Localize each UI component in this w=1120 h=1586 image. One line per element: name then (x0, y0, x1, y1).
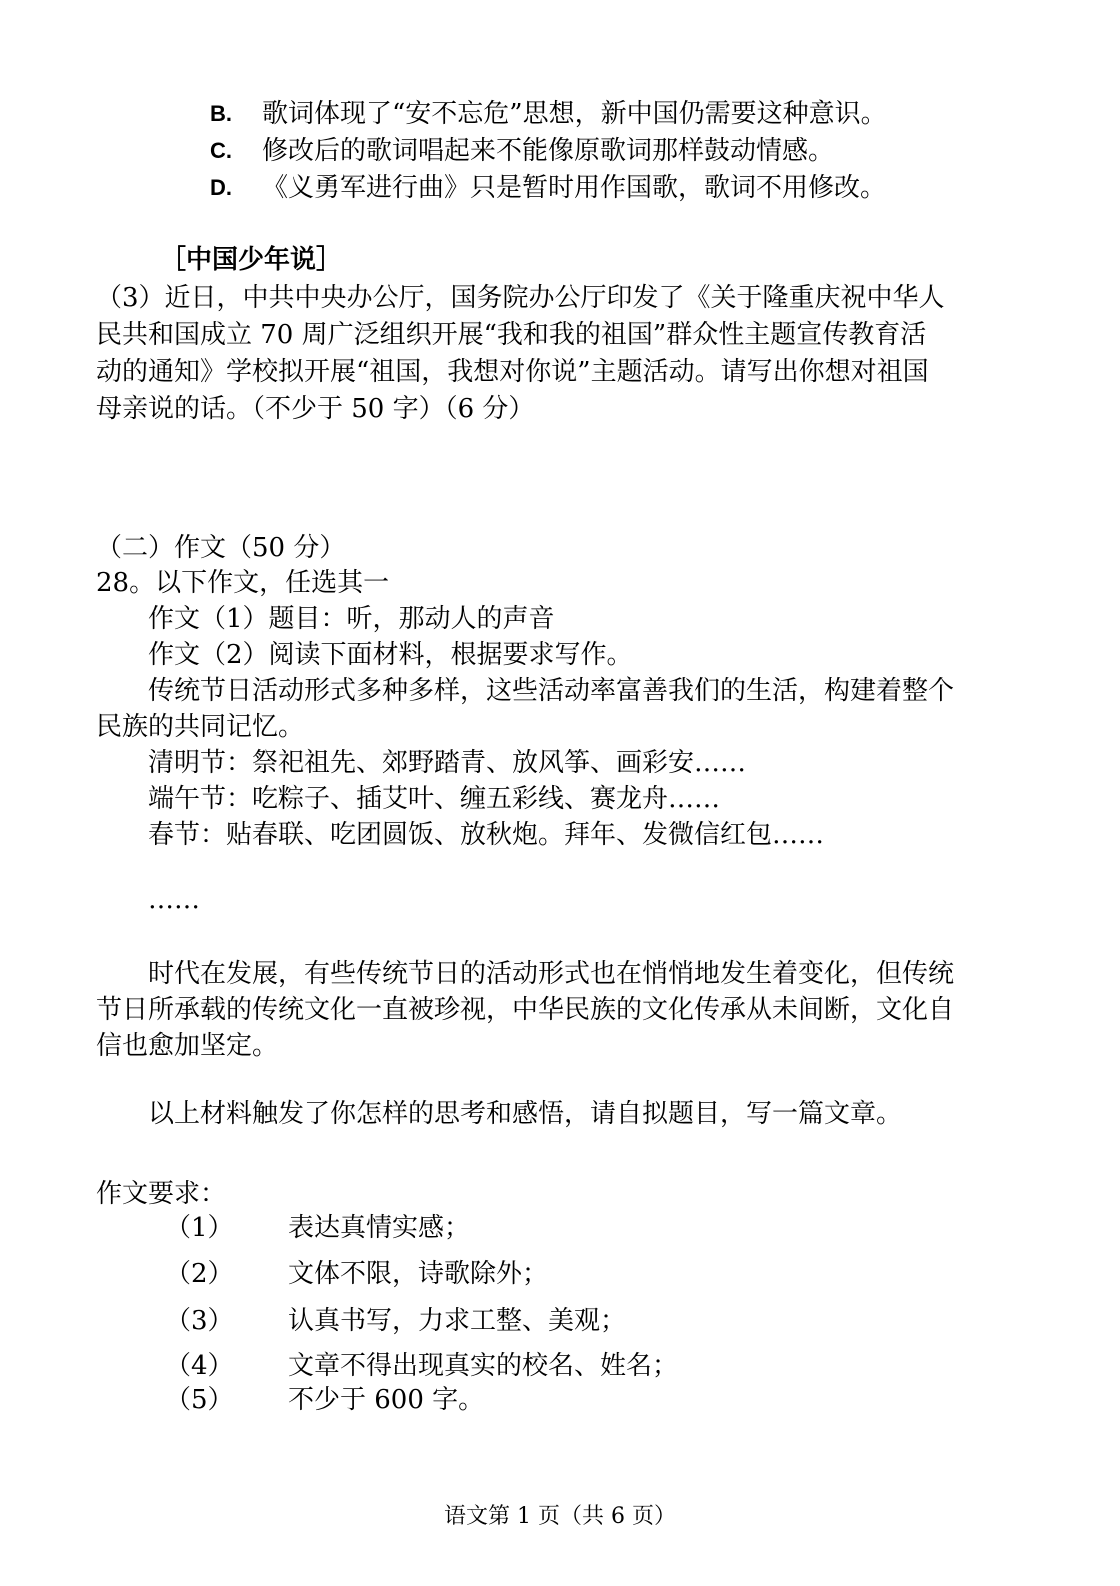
option-letter: B. (210, 101, 232, 126)
question3-line: 母亲说的话。（不少于 50 字）（6 分） (96, 394, 535, 424)
section-heading: ［中国少年说］ (160, 245, 343, 275)
requirement-number: （4） (165, 1351, 234, 1381)
option-text: 歌词体现了“安不忘危”思想，新中国仍需要这种意识。 (262, 99, 887, 129)
composition-part-heading: （二）作文（50 分） (96, 533, 346, 563)
option-text: 修改后的歌词唱起来不能像原歌词那样鼓动情感。 (262, 136, 835, 166)
ellipsis: …… (148, 885, 200, 915)
question-28-line: 28。以下作文，任选其一 (96, 568, 390, 598)
option-text: 《义勇军进行曲》只是暂时用作国歌，歌词不用修改。 (262, 173, 887, 203)
festival-duanwu: 端午节：吃粽子、插艾叶、缠五彩线、赛龙舟…… (148, 784, 721, 814)
question3-line: 民共和国成立 70 周广泛组织开展“我和我的祖国”群众性主题宣传教育活 (96, 320, 927, 350)
requirement-text: 文体不限，诗歌除外； (288, 1259, 549, 1289)
requirement-number: （2） (165, 1259, 234, 1289)
requirement-text: 文章不得出现真实的校名、姓名； (288, 1351, 679, 1381)
material-intro-line: 传统节日活动形式多种多样，这些活动率富善我们的生活，构建着整个 (148, 676, 955, 706)
option-letter: D. (210, 175, 232, 200)
festival-qingming: 清明节：祭祀祖先、郊野踏青、放风筝、画彩安…… (148, 748, 747, 778)
requirements-heading: 作文要求： (96, 1179, 227, 1209)
requirement-number: （3） (165, 1306, 234, 1336)
option-letter: C. (210, 138, 232, 163)
composition-option-1: 作文（1）题目：听，那动人的声音 (148, 604, 555, 634)
requirement-number: （5） (165, 1385, 234, 1415)
requirement-text: 不少于 600 字。 (288, 1385, 485, 1415)
material-conclusion-line: 节日所承载的传统文化一直被珍视，中华民族的文化传承从未间断，文化自 (96, 995, 955, 1025)
material-intro-line: 民族的共同记忆。 (96, 712, 305, 742)
question3-line: 动的通知》学校拟开展“祖国，我想对你说”主题活动。请写出你想对祖国 (96, 357, 929, 387)
requirement-text: 认真书写，力求工整、美观； (288, 1306, 627, 1336)
material-conclusion-line: 信也愈加坚定。 (96, 1031, 279, 1061)
question3-line: （3）近日，中共中央办公厅，国务院办公厅印发了《关于隆重庆祝中华人 (96, 283, 945, 313)
requirement-number: （1） (165, 1213, 234, 1243)
page-footer: 语文第 1 页（共 6 页） (444, 1504, 676, 1529)
material-conclusion-line: 时代在发展，有些传统节日的活动形式也在悄悄地发生着变化，但传统 (148, 959, 955, 989)
composition-option-2: 作文（2）阅读下面材料，根据要求写作。 (148, 640, 633, 670)
festival-chunjie: 春节：贴春联、吃团圆饭、放秋炮。拜年、发微信红包…… (148, 820, 825, 850)
requirement-text: 表达真情实感； (288, 1213, 471, 1243)
writing-prompt: 以上材料触发了你怎样的思考和感悟，请自拟题目，写一篇文章。 (148, 1099, 903, 1129)
